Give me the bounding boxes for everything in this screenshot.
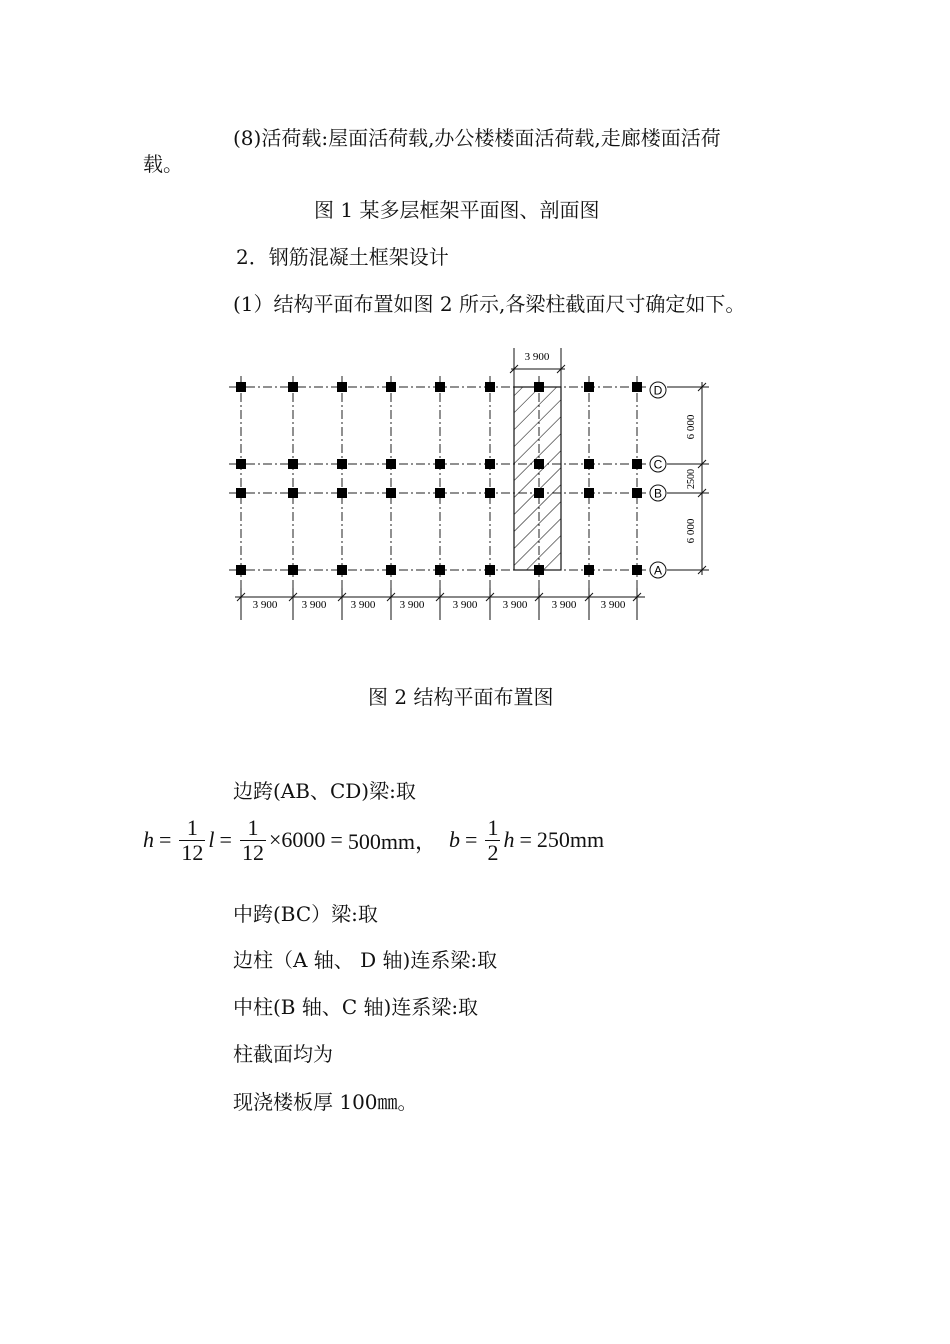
column xyxy=(534,459,544,469)
slab-line: 现浇楼板厚 100㎜。 xyxy=(233,1090,418,1114)
eq-h: h xyxy=(143,827,154,852)
eq-result-500: 500mm， xyxy=(347,828,438,854)
eq-numerator: 1 xyxy=(247,814,259,840)
fraction-1-12 xyxy=(240,816,266,865)
eq-equals: = xyxy=(159,827,172,852)
paragraph-8-line1: (8)活荷载:屋面活荷载,办公楼楼面活荷载,走廊楼面活荷 xyxy=(233,126,721,150)
top-dimension: 3 900 xyxy=(524,351,550,363)
column xyxy=(534,488,544,498)
bottom-dimension: 3 900 xyxy=(399,599,425,611)
column xyxy=(288,565,298,575)
column xyxy=(584,565,594,575)
right-dimension: 2500 xyxy=(686,469,697,489)
axis-bubbles xyxy=(650,382,666,578)
eq-equals: = xyxy=(219,827,232,852)
edge-column-line: 边柱（A 轴、 D 轴)连系梁:取 xyxy=(233,948,498,972)
eq-denominator: 2 xyxy=(487,839,499,865)
column xyxy=(337,382,347,392)
beam-equation xyxy=(143,810,604,870)
column xyxy=(632,382,642,392)
right-dimensions xyxy=(685,414,697,543)
column xyxy=(435,488,445,498)
column xyxy=(236,459,246,469)
section2-heading: 2．钢筋混凝土框架设计 xyxy=(236,245,449,269)
column xyxy=(485,565,495,575)
fraction-1-2 xyxy=(485,816,500,865)
mid-column-line: 中柱(B 轴、C 轴)连系梁:取 xyxy=(233,995,479,1019)
figure1-caption: 图 1 某多层框架平面图、剖面图 xyxy=(314,198,600,222)
paragraph-8-line2: 载。 xyxy=(143,152,183,176)
bottom-dimension: 3 900 xyxy=(600,599,626,611)
column xyxy=(288,488,298,498)
column xyxy=(386,459,396,469)
column xyxy=(435,459,445,469)
column xyxy=(288,459,298,469)
axis-label-c: C xyxy=(653,457,663,472)
axis-label-d: D xyxy=(653,383,663,398)
bottom-dimension: 3 900 xyxy=(301,599,327,611)
column xyxy=(632,459,642,469)
column xyxy=(584,382,594,392)
column xyxy=(337,459,347,469)
column xyxy=(584,459,594,469)
eq-6000: 6000 xyxy=(281,827,326,852)
paragraph-1: (1）结构平面布置如图 2 所示,各梁柱截面尺寸确定如下。 xyxy=(233,292,746,316)
right-dimension: 6 000 xyxy=(685,518,697,544)
bottom-dimensions xyxy=(253,599,626,611)
column xyxy=(485,488,495,498)
bottom-dimension: 3 900 xyxy=(502,599,528,611)
bottom-dimension: 3 900 xyxy=(452,599,478,611)
structural-plan-drawing xyxy=(215,338,715,638)
column xyxy=(386,382,396,392)
eq-h: h xyxy=(503,827,515,852)
eq-l: l xyxy=(208,827,215,852)
bottom-dimension: 3 900 xyxy=(551,599,577,611)
column xyxy=(236,488,246,498)
figure2-caption: 图 2 结构平面布置图 xyxy=(368,685,554,709)
eq-equals: = xyxy=(465,827,478,852)
column-section-line: 柱截面均为 xyxy=(233,1042,333,1066)
column xyxy=(337,488,347,498)
eq-numerator: 1 xyxy=(186,814,198,840)
axis-label-b: B xyxy=(653,486,663,501)
column xyxy=(534,565,544,575)
column xyxy=(632,488,642,498)
eq-b: b xyxy=(449,827,461,852)
column xyxy=(584,488,594,498)
right-dimension: 6 000 xyxy=(685,414,697,440)
eq-denominator: 12 xyxy=(181,839,204,865)
eq-numerator: 1 xyxy=(487,814,499,840)
eq-denominator: 12 xyxy=(241,839,264,865)
column xyxy=(632,565,642,575)
eq-equals: = xyxy=(330,827,343,852)
column xyxy=(288,382,298,392)
hatched-bay xyxy=(514,387,561,570)
column xyxy=(435,565,445,575)
columns xyxy=(236,382,642,575)
eq-result-250: 250mm xyxy=(536,827,605,852)
column xyxy=(386,565,396,575)
column xyxy=(534,382,544,392)
column xyxy=(337,565,347,575)
fraction-1-12 xyxy=(179,816,205,865)
column xyxy=(485,382,495,392)
axis-label-a: A xyxy=(653,563,663,578)
column xyxy=(236,565,246,575)
eq-equals: = xyxy=(519,827,532,852)
column xyxy=(485,459,495,469)
mid-span-line: 中跨(BC）梁:取 xyxy=(233,902,378,926)
eq-times: × xyxy=(268,827,282,852)
edge-span-line: 边跨(AB、CD)梁:取 xyxy=(233,779,416,803)
bottom-dimension: 3 900 xyxy=(252,599,278,611)
bottom-dimension: 3 900 xyxy=(350,599,376,611)
column xyxy=(236,382,246,392)
grid-lines xyxy=(229,376,649,590)
column xyxy=(435,382,445,392)
column xyxy=(386,488,396,498)
